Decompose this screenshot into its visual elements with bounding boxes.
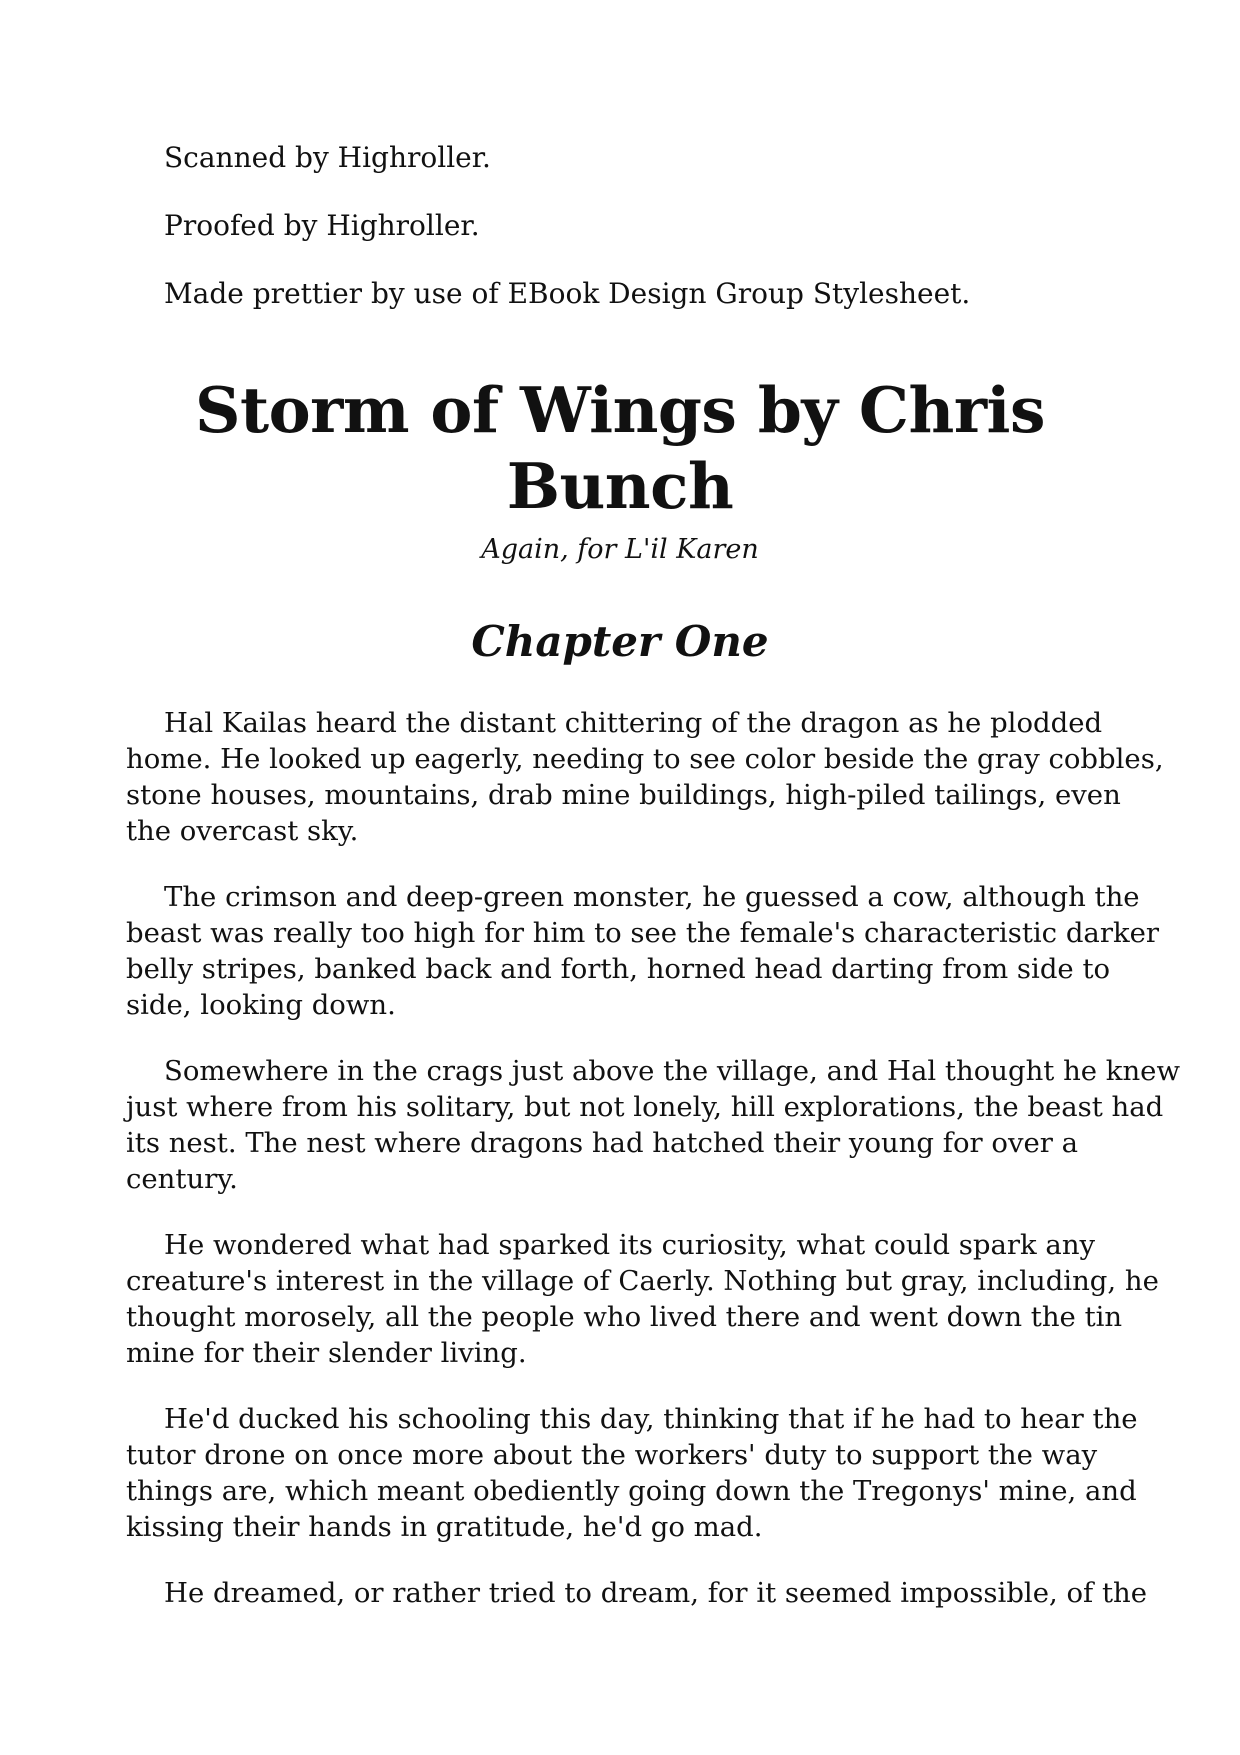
dedication: Again, for L'il Karen: [481, 534, 759, 565]
paragraph: [126, 1227, 1159, 1371]
paragraph: [126, 1575, 1147, 1611]
paragraph-line: the overcast sky.: [126, 815, 359, 847]
book-title-line: Storm of Wings by Chris: [195, 373, 1045, 447]
paragraph-line: Hal Kailas heard the distant chittering of the dragon as he plodded: [164, 707, 1103, 739]
book-title-line: Bunch: [506, 449, 734, 523]
paragraph-line: century.: [126, 1163, 238, 1195]
paragraph-line: stone houses, mountains, drab mine buildings, high-piled tailings, even: [126, 779, 1121, 811]
paragraph-line: kissing their hands in gratitude, he'd go mad.: [126, 1511, 763, 1543]
paragraph-line: He'd ducked his schooling this day, thinking that if he had to hear the: [164, 1403, 1138, 1435]
paragraph-line: thought morosely, all the people who lived there and went down the tin: [126, 1301, 1123, 1333]
paragraph-line: He wondered what had sparked its curiosity, what could spark any: [164, 1229, 1096, 1261]
paragraph: [126, 705, 1164, 849]
paragraph: [126, 1053, 1180, 1197]
paragraph-line: side, looking down.: [126, 989, 396, 1021]
paragraph-line: He dreamed, or rather tried to dream, for it seemed impossible, of the: [164, 1577, 1147, 1609]
book-title: [120, 372, 1120, 524]
paragraph-line: beast was really too high for him to see the female's characteristic darker: [126, 917, 1160, 949]
credits-block: [164, 140, 1164, 344]
paragraph: [126, 1401, 1138, 1545]
paragraph-line: things are, which meant obediently going down the Tregonys' mine, and: [126, 1475, 1137, 1507]
paragraph-line: The crimson and deep-green monster, he guessed a cow, although the: [164, 881, 1140, 913]
paragraph-line: just where from his solitary, but not lonely, hill explorations, the beast had: [126, 1091, 1164, 1123]
paragraph-line: Somewhere in the crags just above the village, and Hal thought he knew: [164, 1055, 1180, 1087]
paragraph: [126, 879, 1160, 1023]
chapter-title: Chapter One: [471, 617, 769, 666]
paragraph-line: its nest. The nest where dragons had hatched their young for over a: [126, 1127, 1079, 1159]
credit-proofed: Proofed by Highroller.: [164, 209, 480, 242]
paragraph-line: belly stripes, banked back and forth, horned head darting from side to: [126, 953, 1111, 985]
chapter-body: [126, 705, 1180, 1641]
credit-stylesheet: Made prettier by use of EBook Design Group Stylesheet.: [164, 277, 971, 310]
credit-scanned: Scanned by Highroller.: [164, 141, 491, 174]
paragraph-line: creature's interest in the village of Caerly. Nothing but gray, including, he: [126, 1265, 1159, 1297]
paragraph-line: mine for their slender living.: [126, 1337, 527, 1369]
paragraph-line: tutor drone on once more about the workers' duty to support the way: [126, 1439, 1098, 1471]
paragraph-line: home. He looked up eagerly, needing to see color beside the gray cobbles,: [126, 743, 1164, 775]
